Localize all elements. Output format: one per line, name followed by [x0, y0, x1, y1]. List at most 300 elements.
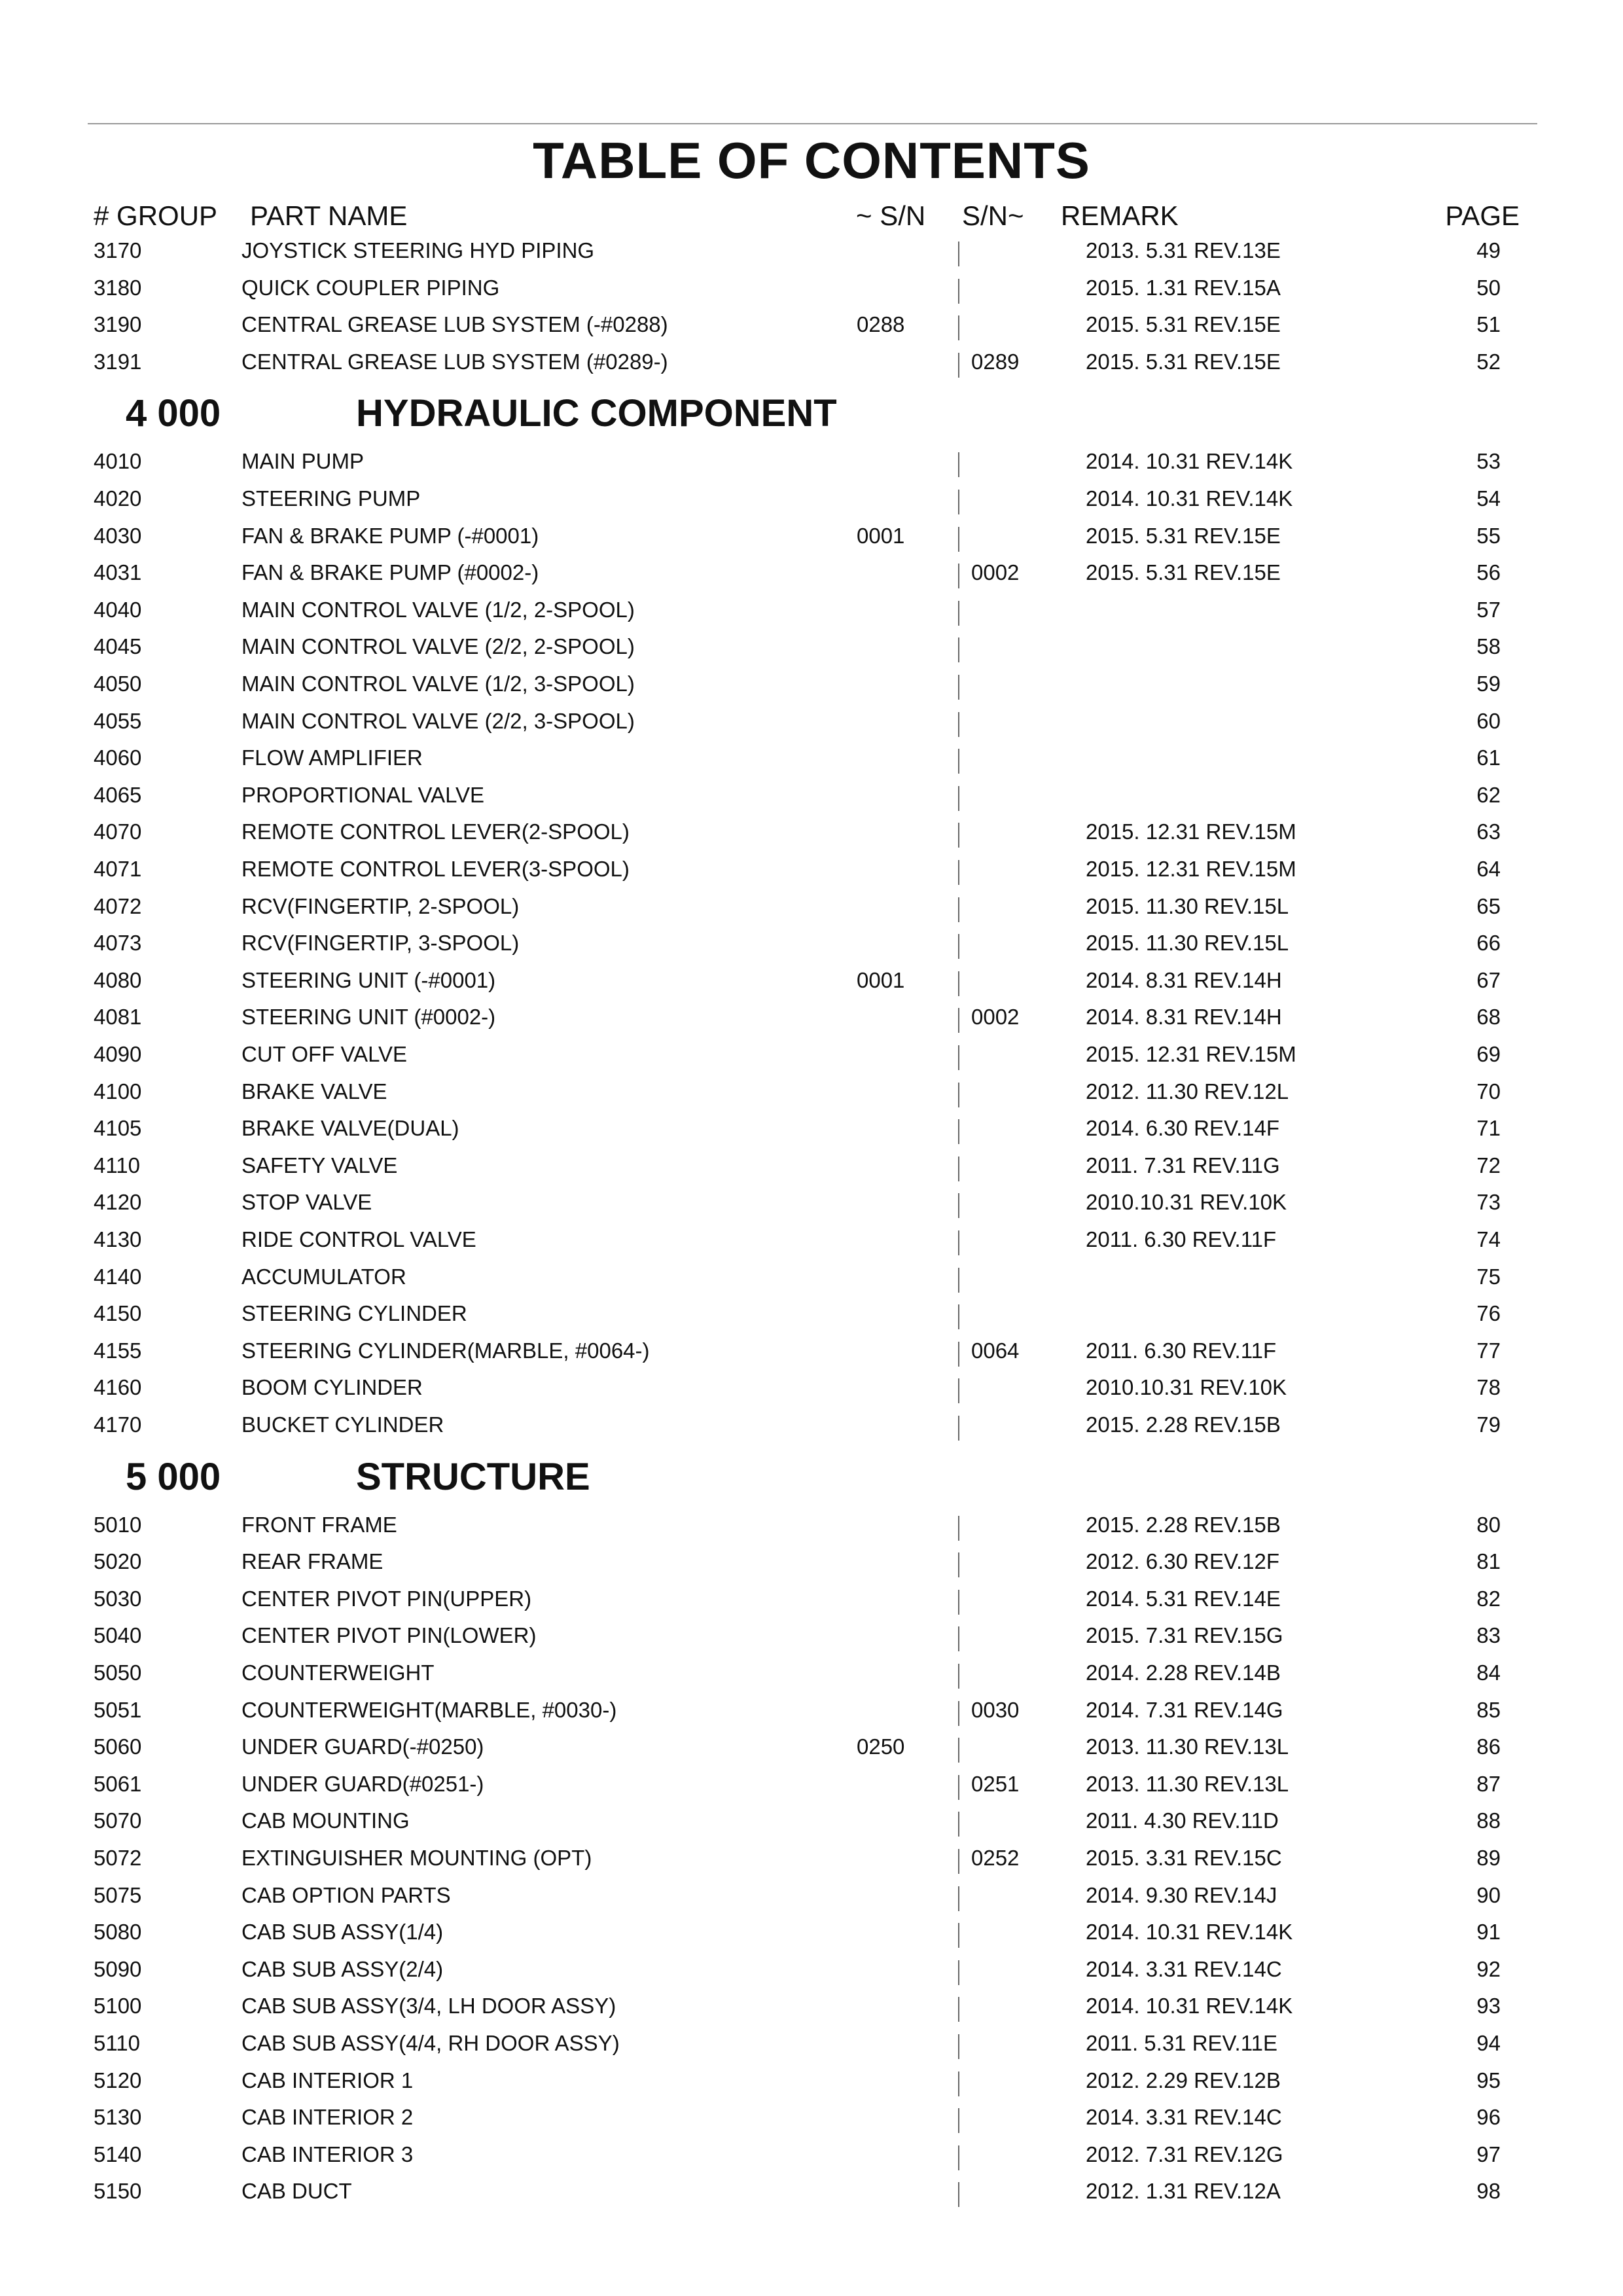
column-divider	[958, 1416, 959, 1441]
remark: 2015. 2.28 REV.15B	[1086, 1512, 1281, 1537]
column-divider	[958, 1268, 959, 1293]
group-number: 5080	[94, 1920, 142, 1945]
group-number: 4140	[94, 1264, 142, 1289]
part-name: FRONT FRAME	[241, 1512, 397, 1537]
column-divider	[958, 749, 959, 774]
remark: 2012. 7.31 REV.12G	[1086, 2142, 1283, 2166]
page-number: 71	[1476, 1116, 1501, 1141]
remark: 2014. 2.28 REV.14B	[1086, 1660, 1281, 1685]
part-name: CAB SUB ASSY(4/4, RH DOOR ASSY)	[241, 2031, 620, 2055]
page-number: 52	[1476, 349, 1501, 374]
toc-row	[0, 1877, 1623, 1914]
remark: 2014. 3.31 REV.14C	[1086, 2105, 1282, 2130]
group-number: 5061	[94, 1771, 142, 1796]
part-name: QUICK COUPLER PIPING	[241, 275, 500, 300]
toc-row	[0, 1407, 1623, 1444]
column-divider	[958, 452, 959, 477]
part-name: STEERING CYLINDER(MARBLE, #0064-)	[241, 1338, 650, 1363]
column-divider	[958, 527, 959, 552]
group-number: 4130	[94, 1227, 142, 1251]
toc-row	[0, 592, 1623, 629]
page-number: 86	[1476, 1734, 1501, 1759]
remark: 2015. 1.31 REV.15A	[1086, 275, 1281, 300]
column-divider	[958, 2145, 959, 2170]
column-divider	[958, 637, 959, 662]
page-number: 78	[1476, 1375, 1501, 1400]
column-divider	[958, 2108, 959, 2133]
column-divider	[958, 564, 959, 588]
group-number: 4155	[94, 1338, 142, 1363]
toc-row	[0, 344, 1623, 381]
part-name: ACCUMULATOR	[241, 1264, 406, 1289]
column-divider	[958, 1960, 959, 1985]
remark: 2013. 5.31 REV.13E	[1086, 238, 1281, 262]
part-name: BRAKE VALVE	[241, 1079, 387, 1103]
column-divider	[958, 1590, 959, 1615]
header-page: PAGE	[1445, 200, 1520, 231]
part-name: STEERING UNIT (#0002-)	[241, 1005, 496, 1030]
part-name: CAB INTERIOR 2	[241, 2105, 414, 2130]
group-number: 4050	[94, 672, 142, 696]
column-divider	[958, 860, 959, 885]
toc-row	[0, 1221, 1623, 1259]
page-number: 70	[1476, 1079, 1501, 1103]
toc-row	[0, 1840, 1623, 1877]
part-name: BOOM CYLINDER	[241, 1375, 423, 1400]
page-number: 95	[1476, 2068, 1501, 2092]
page-number: 68	[1476, 1005, 1501, 1030]
page-title: TABLE OF CONTENTS	[533, 132, 1090, 189]
toc-row	[0, 2136, 1623, 2174]
remark: 2015. 12.31 REV.15M	[1086, 819, 1296, 844]
part-name: SAFETY VALVE	[241, 1153, 398, 1177]
group-number: 4030	[94, 523, 142, 548]
remark: 2015. 12.31 REV.15M	[1086, 857, 1296, 881]
group-number: 4070	[94, 819, 142, 844]
toc-row	[0, 232, 1623, 270]
page-number: 62	[1476, 782, 1501, 807]
remark: 2014. 8.31 REV.14H	[1086, 967, 1282, 992]
part-name: MAIN CONTROL VALVE (1/2, 2-SPOOL)	[241, 597, 635, 622]
group-number: 4020	[94, 486, 142, 511]
toc-row	[0, 270, 1623, 307]
toc-row	[0, 925, 1623, 962]
column-divider	[958, 1552, 959, 1577]
page-number: 79	[1476, 1412, 1501, 1437]
toc-row	[0, 1507, 1623, 1544]
toc-row	[0, 628, 1623, 666]
column-divider	[958, 1812, 959, 1837]
sn-from: 0252	[971, 1846, 1020, 1870]
part-name: CENTRAL GREASE LUB SYSTEM (#0289-)	[241, 349, 668, 374]
part-name: CAB SUB ASSY(3/4, LH DOOR ASSY)	[241, 1994, 616, 2018]
page-number: 94	[1476, 2031, 1501, 2055]
part-name: JOYSTICK STEERING HYD PIPING	[241, 238, 595, 262]
remark: 2010.10.31 REV.10K	[1086, 1375, 1287, 1400]
section-heading	[0, 384, 1623, 443]
sn-to: 0250	[857, 1734, 905, 1759]
part-name: MAIN CONTROL VALVE (2/2, 2-SPOOL)	[241, 634, 635, 659]
group-number: 4120	[94, 1190, 142, 1215]
top-rule	[88, 123, 1537, 124]
column-divider	[958, 1119, 959, 1144]
remark: 2014. 7.31 REV.14G	[1086, 1697, 1283, 1722]
column-divider	[958, 601, 959, 626]
page-number: 98	[1476, 2179, 1501, 2204]
column-divider	[958, 490, 959, 514]
remark: 2012. 1.31 REV.12A	[1086, 2179, 1281, 2204]
column-divider	[958, 1923, 959, 1948]
toc-row	[0, 1333, 1623, 1370]
group-number: 4150	[94, 1301, 142, 1326]
remark: 2015. 5.31 REV.15E	[1086, 560, 1281, 585]
remark: 2010.10.31 REV.10K	[1086, 1190, 1287, 1215]
group-number: 4065	[94, 782, 142, 807]
toc-row	[0, 1295, 1623, 1333]
page-number: 87	[1476, 1771, 1501, 1796]
group-number: 3180	[94, 275, 142, 300]
page-number: 83	[1476, 1623, 1501, 1648]
part-name: BRAKE VALVE(DUAL)	[241, 1116, 459, 1141]
toc-row	[0, 306, 1623, 344]
group-number: 5051	[94, 1697, 142, 1722]
toc-row	[0, 999, 1623, 1036]
sn-to: 0001	[857, 523, 905, 548]
part-name: CAB SUB ASSY(2/4)	[241, 1956, 444, 1981]
part-name: CENTER PIVOT PIN(LOWER)	[241, 1623, 537, 1648]
header-part-name: PART NAME	[250, 200, 408, 231]
group-number: 4040	[94, 597, 142, 622]
page-number: 85	[1476, 1697, 1501, 1722]
part-name: MAIN PUMP	[241, 449, 365, 474]
group-number: 4090	[94, 1042, 142, 1066]
part-name: MAIN CONTROL VALVE (2/2, 3-SPOOL)	[241, 708, 635, 733]
part-name: CAB SUB ASSY(1/4)	[241, 1920, 444, 1945]
page-number: 74	[1476, 1227, 1501, 1251]
part-name: BUCKET CYLINDER	[241, 1412, 444, 1437]
page-number: 56	[1476, 560, 1501, 585]
page-number: 49	[1476, 238, 1501, 262]
group-number: 4045	[94, 634, 142, 659]
column-divider	[958, 1230, 959, 1255]
part-name: REAR FRAME	[241, 1549, 383, 1574]
sn-from: 0002	[971, 560, 1020, 585]
part-name: EXTINGUISHER MOUNTING (OPT)	[241, 1846, 592, 1870]
group-number: 5010	[94, 1512, 142, 1537]
part-name: STEERING PUMP	[241, 486, 421, 511]
remark: 2012. 6.30 REV.12F	[1086, 1549, 1280, 1574]
part-name: MAIN CONTROL VALVE (1/2, 3-SPOOL)	[241, 672, 635, 696]
part-name: CENTER PIVOT PIN(UPPER)	[241, 1586, 532, 1611]
toc-row	[0, 518, 1623, 555]
group-number: 4081	[94, 1005, 142, 1030]
part-name: CAB DUCT	[241, 2179, 352, 2204]
toc-row	[0, 1914, 1623, 1951]
group-number: 4071	[94, 857, 142, 881]
column-divider	[958, 1886, 959, 1911]
column-divider	[958, 1738, 959, 1763]
group-number: 5130	[94, 2105, 142, 2130]
part-name: CAB OPTION PARTS	[241, 1882, 451, 1907]
toc-row	[0, 888, 1623, 925]
page-number: 89	[1476, 1846, 1501, 1870]
page-number: 81	[1476, 1549, 1501, 1574]
group-number: 5030	[94, 1586, 142, 1611]
part-name: REMOTE CONTROL LEVER(3-SPOOL)	[241, 857, 630, 881]
page-number: 67	[1476, 967, 1501, 992]
remark: 2015. 11.30 REV.15L	[1086, 893, 1289, 918]
remark: 2015. 12.31 REV.15M	[1086, 1042, 1296, 1066]
column-divider	[958, 1626, 959, 1651]
section-title: STRUCTURE	[356, 1455, 590, 1498]
page-number: 50	[1476, 275, 1501, 300]
section-heading	[0, 1448, 1623, 1507]
remark: 2012. 11.30 REV.12L	[1086, 1079, 1289, 1103]
sn-to: 0001	[857, 967, 905, 992]
column-divider	[958, 2072, 959, 2096]
remark: 2011. 6.30 REV.11F	[1086, 1338, 1277, 1363]
remark: 2015. 5.31 REV.15E	[1086, 312, 1281, 337]
sn-from: 0251	[971, 1771, 1020, 1796]
remark: 2011. 7.31 REV.11G	[1086, 1153, 1280, 1177]
remark: 2015. 5.31 REV.15E	[1086, 523, 1281, 548]
remark: 2014. 3.31 REV.14C	[1086, 1956, 1282, 1981]
group-number: 4080	[94, 967, 142, 992]
group-number: 5090	[94, 1956, 142, 1981]
part-name: RIDE CONTROL VALVE	[241, 1227, 476, 1251]
column-divider	[958, 1775, 959, 1800]
toc-row	[0, 1581, 1623, 1618]
group-number: 5050	[94, 1660, 142, 1685]
group-number: 5072	[94, 1846, 142, 1870]
toc-row	[0, 1803, 1623, 1840]
column-divider	[958, 1157, 959, 1181]
page-number: 61	[1476, 745, 1501, 770]
group-number: 5020	[94, 1549, 142, 1574]
group-number: 4031	[94, 560, 142, 585]
group-number: 5150	[94, 2179, 142, 2204]
group-number: 4073	[94, 931, 142, 956]
page-number: 54	[1476, 486, 1501, 511]
group-number: 5140	[94, 2142, 142, 2166]
toc-row	[0, 962, 1623, 999]
toc-row	[0, 1259, 1623, 1296]
remark: 2014. 10.31 REV.14K	[1086, 449, 1293, 474]
part-name: STOP VALVE	[241, 1190, 372, 1215]
section-title: HYDRAULIC COMPONENT	[356, 392, 837, 435]
toc-row	[0, 1036, 1623, 1073]
toc-row	[0, 666, 1623, 703]
group-number: 4060	[94, 745, 142, 770]
page-number: 91	[1476, 1920, 1501, 1945]
column-divider	[958, 1378, 959, 1403]
page-number: 72	[1476, 1153, 1501, 1177]
remark: 2013. 11.30 REV.13L	[1086, 1771, 1289, 1796]
group-number: 4100	[94, 1079, 142, 1103]
page-number: 82	[1476, 1586, 1501, 1611]
toc-row	[0, 1951, 1623, 1988]
toc-row	[0, 777, 1623, 814]
toc-row	[0, 1617, 1623, 1655]
toc-row	[0, 1073, 1623, 1111]
part-name: FLOW AMPLIFIER	[241, 745, 423, 770]
column-divider	[958, 279, 959, 304]
part-name: COUNTERWEIGHT(MARBLE, #0030-)	[241, 1697, 617, 1722]
part-name: RCV(FINGERTIP, 2-SPOOL)	[241, 893, 520, 918]
group-number: 5120	[94, 2068, 142, 2092]
group-number: 3191	[94, 349, 142, 374]
toc-row	[0, 814, 1623, 851]
page-number: 97	[1476, 2142, 1501, 2166]
page-number: 75	[1476, 1264, 1501, 1289]
remark: 2015. 7.31 REV.15G	[1086, 1623, 1283, 1648]
column-divider	[958, 2034, 959, 2059]
page-number: 58	[1476, 634, 1501, 659]
remark: 2015. 2.28 REV.15B	[1086, 1412, 1281, 1437]
page-number: 63	[1476, 819, 1501, 844]
toc-row	[0, 480, 1623, 518]
remark: 2014. 6.30 REV.14F	[1086, 1116, 1280, 1141]
remark: 2012. 2.29 REV.12B	[1086, 2068, 1281, 2092]
page-number: 93	[1476, 1994, 1501, 2018]
remark: 2015. 3.31 REV.15C	[1086, 1846, 1282, 1870]
page-number: 88	[1476, 1808, 1501, 1833]
toc-row	[0, 1184, 1623, 1221]
header-remark: REMARK	[1061, 200, 1179, 231]
page-number: 60	[1476, 708, 1501, 733]
page-number: 73	[1476, 1190, 1501, 1215]
page-number: 57	[1476, 597, 1501, 622]
section-number: 5 000	[126, 1455, 221, 1498]
page-number: 59	[1476, 672, 1501, 696]
part-name: CUT OFF VALVE	[241, 1042, 408, 1066]
remark: 2015. 5.31 REV.15E	[1086, 349, 1281, 374]
column-divider	[958, 1304, 959, 1329]
part-name: PROPORTIONAL VALVE	[241, 782, 485, 807]
toc-row	[0, 851, 1623, 888]
toc-row	[0, 1692, 1623, 1729]
column-divider	[958, 1701, 959, 1726]
part-name: COUNTERWEIGHT	[241, 1660, 435, 1685]
part-name: UNDER GUARD(-#0250)	[241, 1734, 484, 1759]
page-number: 65	[1476, 893, 1501, 918]
group-number: 4072	[94, 893, 142, 918]
column-divider	[958, 1193, 959, 1218]
remark: 2014. 8.31 REV.14H	[1086, 1005, 1282, 1030]
remark: 2014. 5.31 REV.14E	[1086, 1586, 1281, 1611]
page-number: 76	[1476, 1301, 1501, 1326]
toc-row	[0, 1766, 1623, 1803]
group-number: 4010	[94, 449, 142, 474]
remark: 2013. 11.30 REV.13L	[1086, 1734, 1289, 1759]
column-divider	[958, 1849, 959, 1874]
column-divider	[958, 1342, 959, 1367]
toc-row	[0, 1543, 1623, 1581]
column-divider	[958, 1083, 959, 1107]
group-number: 5070	[94, 1808, 142, 1833]
toc-row	[0, 1110, 1623, 1147]
toc-row	[0, 740, 1623, 777]
group-number: 4055	[94, 708, 142, 733]
toc-row	[0, 2099, 1623, 2136]
sn-from: 0002	[971, 1005, 1020, 1030]
part-name: STEERING CYLINDER	[241, 1301, 467, 1326]
column-divider	[958, 1997, 959, 2022]
part-name: RCV(FINGERTIP, 3-SPOOL)	[241, 931, 520, 956]
toc-row	[0, 2062, 1623, 2100]
group-number: 5075	[94, 1882, 142, 1907]
header-sn-from: S/N~	[962, 200, 1024, 231]
part-name: CAB INTERIOR 1	[241, 2068, 414, 2092]
page-number: 77	[1476, 1338, 1501, 1363]
page-number: 53	[1476, 449, 1501, 474]
column-divider	[958, 712, 959, 737]
sn-from: 0289	[971, 349, 1020, 374]
column-divider	[958, 786, 959, 811]
group-number: 3190	[94, 312, 142, 337]
toc-row	[0, 554, 1623, 592]
header-group: # GROUP	[94, 200, 218, 231]
part-name: REMOTE CONTROL LEVER(2-SPOOL)	[241, 819, 630, 844]
part-name: UNDER GUARD(#0251-)	[241, 1771, 484, 1796]
remark: 2011. 6.30 REV.11F	[1086, 1227, 1277, 1251]
toc-row	[0, 443, 1623, 480]
sn-from: 0064	[971, 1338, 1020, 1363]
page-number: 69	[1476, 1042, 1501, 1066]
part-name: CENTRAL GREASE LUB SYSTEM (-#0288)	[241, 312, 668, 337]
part-name: CAB MOUNTING	[241, 1808, 410, 1833]
part-name: FAN & BRAKE PUMP (-#0001)	[241, 523, 539, 548]
column-divider	[958, 353, 959, 378]
toc-row	[0, 1655, 1623, 1692]
column-divider	[958, 675, 959, 700]
sn-to: 0288	[857, 312, 905, 337]
remark: 2014. 10.31 REV.14K	[1086, 486, 1293, 511]
page-number: 80	[1476, 1512, 1501, 1537]
column-divider	[958, 315, 959, 340]
column-divider	[958, 1516, 959, 1541]
part-name: STEERING UNIT (-#0001)	[241, 967, 496, 992]
group-number: 4110	[94, 1153, 140, 1177]
group-number: 5100	[94, 1994, 142, 2018]
remark: 2011. 4.30 REV.11D	[1086, 1808, 1279, 1833]
column-divider	[958, 1045, 959, 1070]
group-number: 4170	[94, 1412, 142, 1437]
group-number: 5040	[94, 1623, 142, 1648]
toc-row	[0, 703, 1623, 740]
column-divider	[958, 897, 959, 922]
group-number: 4105	[94, 1116, 142, 1141]
part-name: FAN & BRAKE PUMP (#0002-)	[241, 560, 539, 585]
column-divider	[958, 1008, 959, 1033]
toc-row	[0, 1729, 1623, 1766]
part-name: CAB INTERIOR 3	[241, 2142, 414, 2166]
page-number: 55	[1476, 523, 1501, 548]
group-number: 5060	[94, 1734, 142, 1759]
toc-row	[0, 1147, 1623, 1185]
column-divider	[958, 823, 959, 848]
remark: 2014. 9.30 REV.14J	[1086, 1882, 1277, 1907]
column-divider	[958, 934, 959, 959]
page-number: 51	[1476, 312, 1501, 337]
column-divider	[958, 242, 959, 266]
remark: 2011. 5.31 REV.11E	[1086, 2031, 1277, 2055]
sn-from: 0030	[971, 1697, 1020, 1722]
remark: 2014. 10.31 REV.14K	[1086, 1994, 1293, 2018]
toc-row	[0, 1369, 1623, 1407]
section-number: 4 000	[126, 392, 221, 435]
group-number: 3170	[94, 238, 142, 262]
